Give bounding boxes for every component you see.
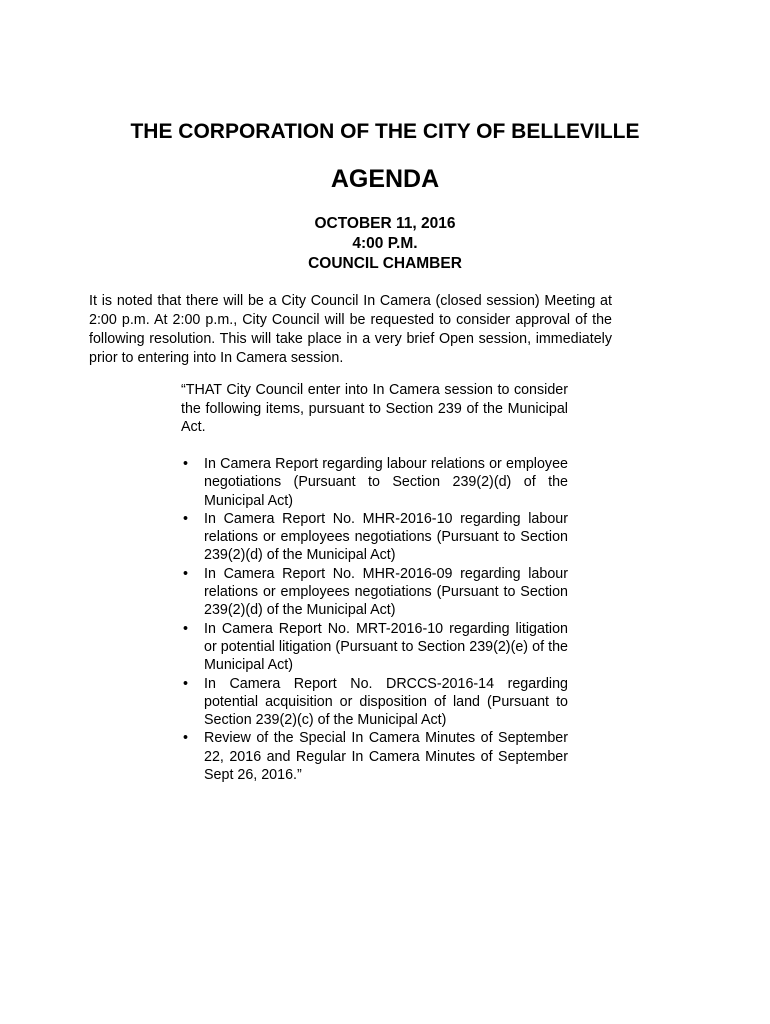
resolution-text: “THAT City Council enter into In Camera session to consider the following items, pursuant to Section 239 of the Municipal Act. (181, 382, 568, 435)
list-item (181, 675, 568, 730)
document-title: THE CORPORATION OF THE CITY OF BELLEVILLE (130, 120, 640, 143)
meeting-details (0, 214, 770, 274)
bullet-icon: • (183, 565, 189, 582)
list-item-text: In Camera Report regarding labour relations or employee negotiations (Pursuant to Section 239(2)(d) of the Municipal Act) (204, 456, 568, 509)
intro-paragraph: It is noted that there will be a City Council In Camera (closed session) Meeting at 2:00 p.m. At 2:00 p.m., City Council will be requested to consider approval of the following resolution. This will take place in a very brief Open session, immediately prior to entering into In Camera session. (89, 293, 612, 366)
bullet-icon: • (183, 456, 189, 472)
list-item (181, 729, 568, 784)
agenda-items-list (181, 455, 568, 784)
list-item-text: In Camera Report No. MRT-2016-10 regarding litigation or potential litigation (Pursuant to Section 239(2)(e) of the Municipal Act) (204, 620, 568, 674)
agenda-heading: AGENDA (330, 165, 440, 193)
meeting-date: OCTOBER 11, 2016 (314, 215, 456, 232)
list-item (181, 455, 568, 510)
meeting-location: COUNCIL CHAMBER (308, 255, 462, 272)
list-item-text: Review of the Special In Camera Minutes of September 22, 2016 and Regular In Camera Minutes of September Sept 26, 2016.” (204, 730, 568, 784)
list-item (181, 565, 568, 620)
list-item-text: In Camera Report No. DRCCS-2016-14 regarding potential acquisition or disposition of land (Pursuant to Section 239(2)(c) of the Municipal Act) (204, 675, 568, 729)
meeting-time: 4:00 P.M. (352, 235, 418, 252)
list-item-text: In Camera Report No. MHR-2016-10 regarding labour relations or employees negotiations (Pursuant to Section 239(2)(d) of the Municipal Act) (204, 510, 568, 564)
list-item (181, 510, 568, 565)
bullet-icon: • (183, 730, 189, 747)
list-item-text: In Camera Report No. MHR-2016-09 regarding labour relations or employees negotiations (Pursuant to Section 239(2)(d) of the Municipal Act) (204, 565, 568, 619)
bullet-icon: • (183, 620, 189, 637)
list-item (181, 620, 568, 675)
bullet-icon: • (183, 675, 189, 692)
bullet-icon: • (183, 510, 189, 527)
